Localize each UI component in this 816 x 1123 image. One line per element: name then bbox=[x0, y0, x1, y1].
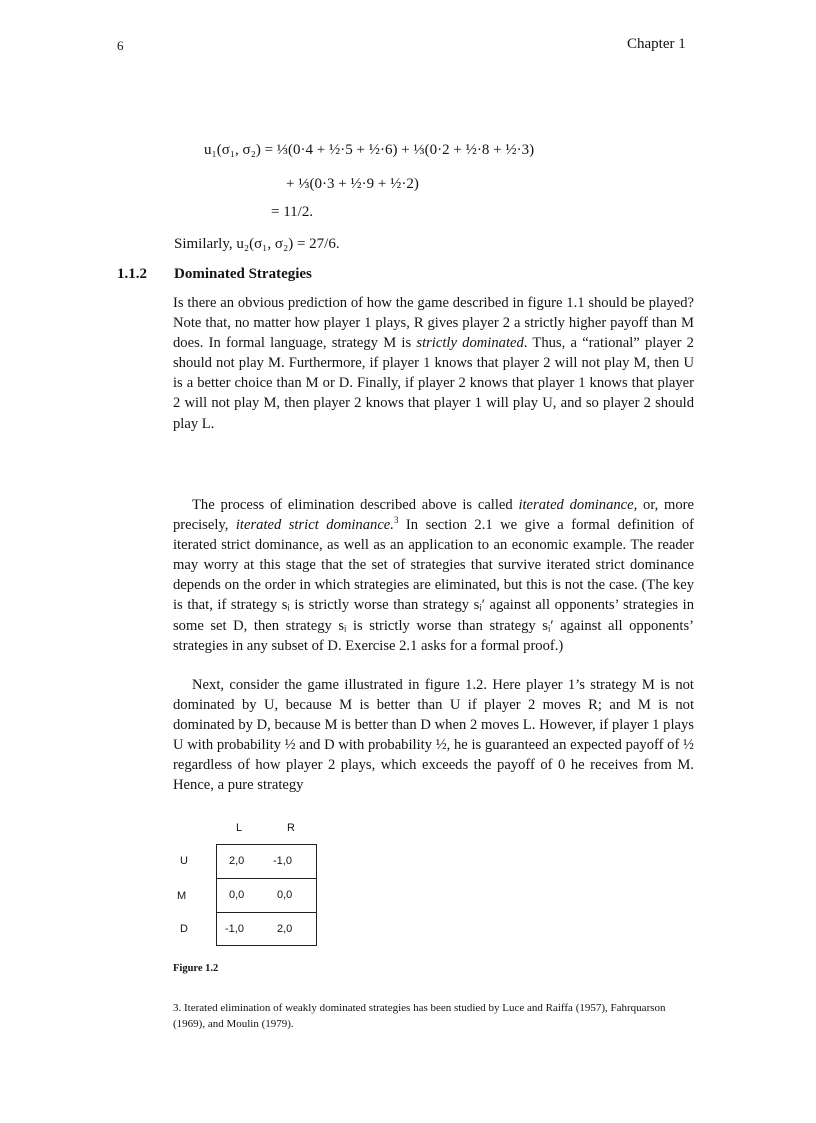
equation-line-2: + ⅓(0·3 + ½·9 + ½·2) bbox=[286, 176, 419, 192]
page-number: 6 bbox=[117, 38, 124, 53]
paragraph-1: Is there an obvious prediction of how the game described in figure 1.1 should be played? Note that, no matter how player 1 plays, R gives player 2 a strictly higher payoff than M does. In formal language, strategy M is strictly dominated. Thus, a “rational” player 2 should not play M. Furthermore, if player 1 knows that player 2 will not play M, then U is a better choice than M or D. Finally, if player 2 knows that player 1 knows that player 2 will not play M, then player 2 knows that player 1 will play U, and so player 2 should play L. bbox=[173, 295, 694, 432]
figure-caption: Figure 1.2 bbox=[173, 963, 219, 974]
equation-similarly: Similarly, u₂(σ₁, σ₂) = 27/6. bbox=[174, 236, 340, 252]
footnote-marker: 3 bbox=[393, 515, 399, 526]
section-number: 1.1.2 bbox=[117, 266, 147, 282]
column-label-r: R bbox=[287, 822, 295, 834]
section-title: Dominated Strategies bbox=[174, 266, 312, 282]
chapter-header: Chapter 1 bbox=[627, 36, 686, 52]
equation-line-1: u₁(σ₁, σ₂) = ⅓(0·4 + ½·5 + ½·6) + ⅓(0·2 + ½·8 + ½·3) bbox=[204, 142, 535, 158]
row-label-u: U bbox=[180, 855, 188, 867]
cell-u-l: 2,0 bbox=[229, 855, 245, 867]
cell-d-r: 2,0 bbox=[277, 923, 293, 935]
equation-line-3: = 11/2. bbox=[271, 204, 314, 220]
column-label-l: L bbox=[236, 822, 243, 834]
emphasis-iterated-strict-dominance: iterated strict dominance. bbox=[235, 517, 394, 534]
footnote: 3. Iterated elimination of weakly dominated strategies has been studied by Luce and Raiffa (1957), Fahrquarson (1969), and Moulin (1979). bbox=[173, 1002, 666, 1030]
emphasis-iterated-dominance: iterated dominance bbox=[518, 497, 634, 513]
grid-divider bbox=[217, 878, 316, 879]
cell-u-r: -1,0 bbox=[273, 855, 292, 867]
fraction-half: ½ bbox=[284, 737, 296, 754]
fraction-half: ½ bbox=[435, 737, 447, 754]
cell-m-r: 0,0 bbox=[277, 889, 293, 901]
paragraph-2: The process of elimination described above is called iterated dominance, or, more precisely, iterated strict dominance.$^3$ In section 2.1 we give a formal definition of iterated strict dominance, as well as an application to an economic example. The reader may worry at this stage that the set of strategies that survive iterated strict dominance depends on the order in which strategies are eliminated, but this is not the case. (The key is that, if strategy sᵢ is strictly worse than strategy sᵢ′ against all opponents’ strategies in some set D, then strategy sᵢ is strictly worse than strategy sᵢ′ against all opponents’ strategies in any subset of D. Exercise 2.1 asks for a formal proof.) bbox=[173, 497, 695, 654]
row-label-d: D bbox=[180, 923, 188, 935]
cell-m-l: 0,0 bbox=[229, 889, 245, 901]
grid-divider bbox=[217, 912, 316, 913]
cell-d-l: -1,0 bbox=[225, 923, 244, 935]
fraction-half: ½ bbox=[683, 737, 694, 754]
matrix-grid bbox=[216, 844, 317, 946]
emphasis-strictly-dominated: strictly dominated bbox=[416, 335, 524, 352]
row-label-m: M bbox=[177, 890, 187, 902]
paragraph-3: Next, consider the game illustrated in figure 1.2. Here player 1’s strategy M is not dominated by U, because M is better than U if player 2 moves R; and M is not dominated by D, because M is better than D when 2 moves L. However, if player 1 plays U with probability ½ and D with probability ½, he is guaranteed an expected payoff of ½ regardless of how player 2 plays, which exceeds the payoff of 0 he receives from M. Hence, a pure strategy bbox=[173, 677, 694, 794]
